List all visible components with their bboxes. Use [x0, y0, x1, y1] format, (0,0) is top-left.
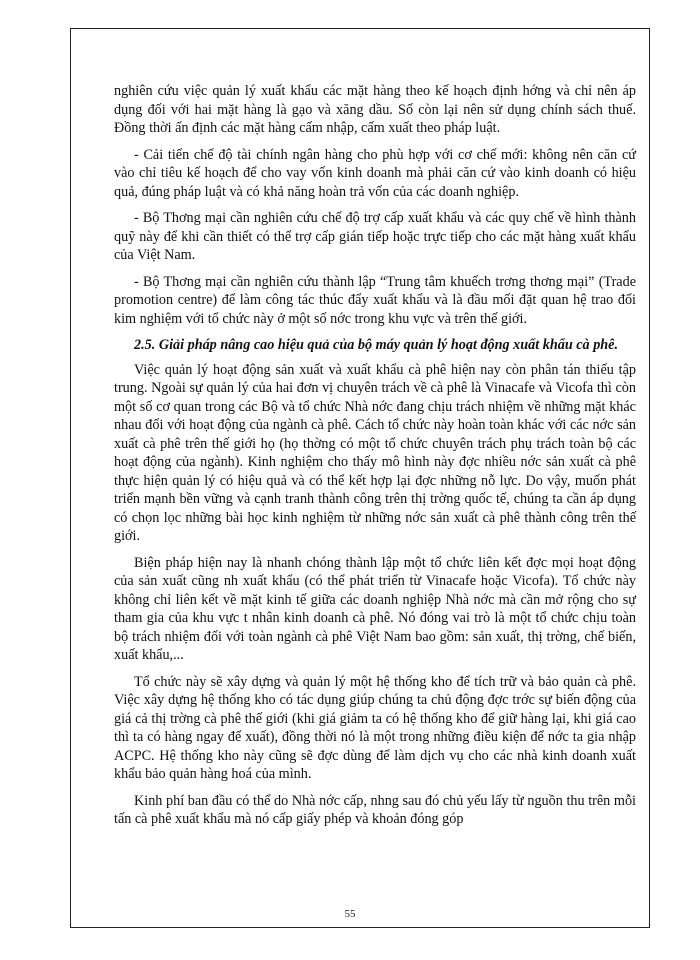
section-heading: 2.5. Giải pháp nâng cao hiệu quả của bộ máy quản lý hoạt động xuất khẩu cà phê. [134, 337, 619, 353]
page-number: 55 [344, 908, 356, 920]
paragraph-4: - Bộ Thơng mại cần nghiên cứu thành lập “Trung tâm khuếch trơng thơng mại” (Trade promotion centre) để làm công tác thúc đẩy xuất khẩu và là đầu mối đặt quan hệ trao đổi kim nghiệm với tổ chức này ở một số nớc trong khu vực và trên thế giới. [114, 273, 636, 327]
paragraph-6: Biện pháp hiện nay là nhanh chóng thành lập một tổ chức liên kết đợc mọi hoạt động của sản xuất cũng nh xuất khẩu (có thể phát triển từ Vinacafe hoặc Vicofa). Tổ chức này không chỉ liên kết về mặt kinh tế giữa các doanh nghiệp Nhà nớc mà cần mở rộng cho sự tham gia của khu vực t nhân kinh doanh cà phê. Nó đóng vai trò là một tổ chức chịu toàn bộ trách nhiệm đối với toàn ngành cà phê Việt Nam bao gồm: sản xuất, thị trờng, chế biến, xuất khẩu,... [114, 554, 636, 663]
paragraph-8: Kinh phí ban đầu có thể do Nhà nớc cấp, nhng sau đó chủ yếu lấy từ nguồn thu trên mỗi tấn cà phê xuất khẩu mà nó cấp giấy phép và khoản đóng góp [114, 792, 636, 827]
paragraph-5: Việc quản lý hoạt động sản xuất và xuất khẩu cà phê hiện nay còn phân tán thiếu tập trung. Ngoài sự quản lý của hai đơn vị chuyên trách về cà phê là Vinacafe và Vicofa thì còn một số cơ quan trong các Bộ và tổ chức Nhà nớc đang chịu trách nhiệm về những mặt khác nhau đối với hoạt động của ngành cà phê. Cách tổ chức này hoàn toàn khác với các nớc sản xuất cà phê trên thế giới họ (họ thờng có một tổ chức chuyên trách phụ trách toàn bộ các hoạt động của ngành). Kinh nghiệm cho thấy mô hình này đợc nhiều nớc sản xuất cà phê thực hiện quản lý có hiệu quả và có thể kết hợp lại đợc những nỗ lực. Do vậy, muốn phát triển mạnh bền vững và cạnh tranh thành công trên thị trờng quốc tế, chúng ta cần áp dụng có chọn lọc những bài học kinh nghiệm từ những nớc sản xuất cà phê thành công trên thế giới. [114, 361, 636, 544]
paragraph-1: nghiên cứu việc quản lý xuất khẩu các mặt hàng theo kế hoạch định hớng và chỉ nên áp dụng đối với hai mặt hàng là gạo và xăng dầu. Số còn lại nên sử dụng chính sách thuế. Đồng thời ấn định các mặt hàng cấm nhập, cấm xuất theo pháp luật. [114, 83, 636, 136]
paragraph-2: - Cải tiến chế độ tài chính ngân hàng cho phù hợp với cơ chế mới: không nên căn cứ vào chỉ tiêu kế hoạch để cho vay vốn kinh doanh mà phải căn cứ vào kinh doanh có hiệu quả, đúng pháp luật và có khả năng hoàn trả vốn của các doanh nghiệp. [114, 146, 636, 200]
document-body [114, 82, 636, 837]
paragraph-7: Tổ chức này sẽ xây dựng và quản lý một hệ thống kho để tích trữ và bảo quản cà phê. Việc xây dựng hệ thống kho có tác dụng giúp chúng ta chủ động đợc trớc sự biến động của giá cả thị trờng cà phê thế giới (khi giá giảm ta có hệ thống kho để giữ hàng lại, khi giá cao thì ta có hàng ngay để xuất), đồng thời nó là một trong những điều kiện để nớc ta gia nhập ACPC. Hệ thống kho này cũng sẽ đợc dùng để làm dịch vụ cho các nhà kinh doanh xuất khẩu bảo quản hàng hoá của mình. [114, 673, 636, 782]
paragraph-3: - Bộ Thơng mại cần nghiên cứu chế độ trợ cấp xuất khẩu và các quy chế về hình thành quỹ này để khi cần thiết có thể trợ cấp gián tiếp hoặc trực tiếp cho các mặt hàng xuất khẩu của Việt Nam. [114, 210, 636, 263]
